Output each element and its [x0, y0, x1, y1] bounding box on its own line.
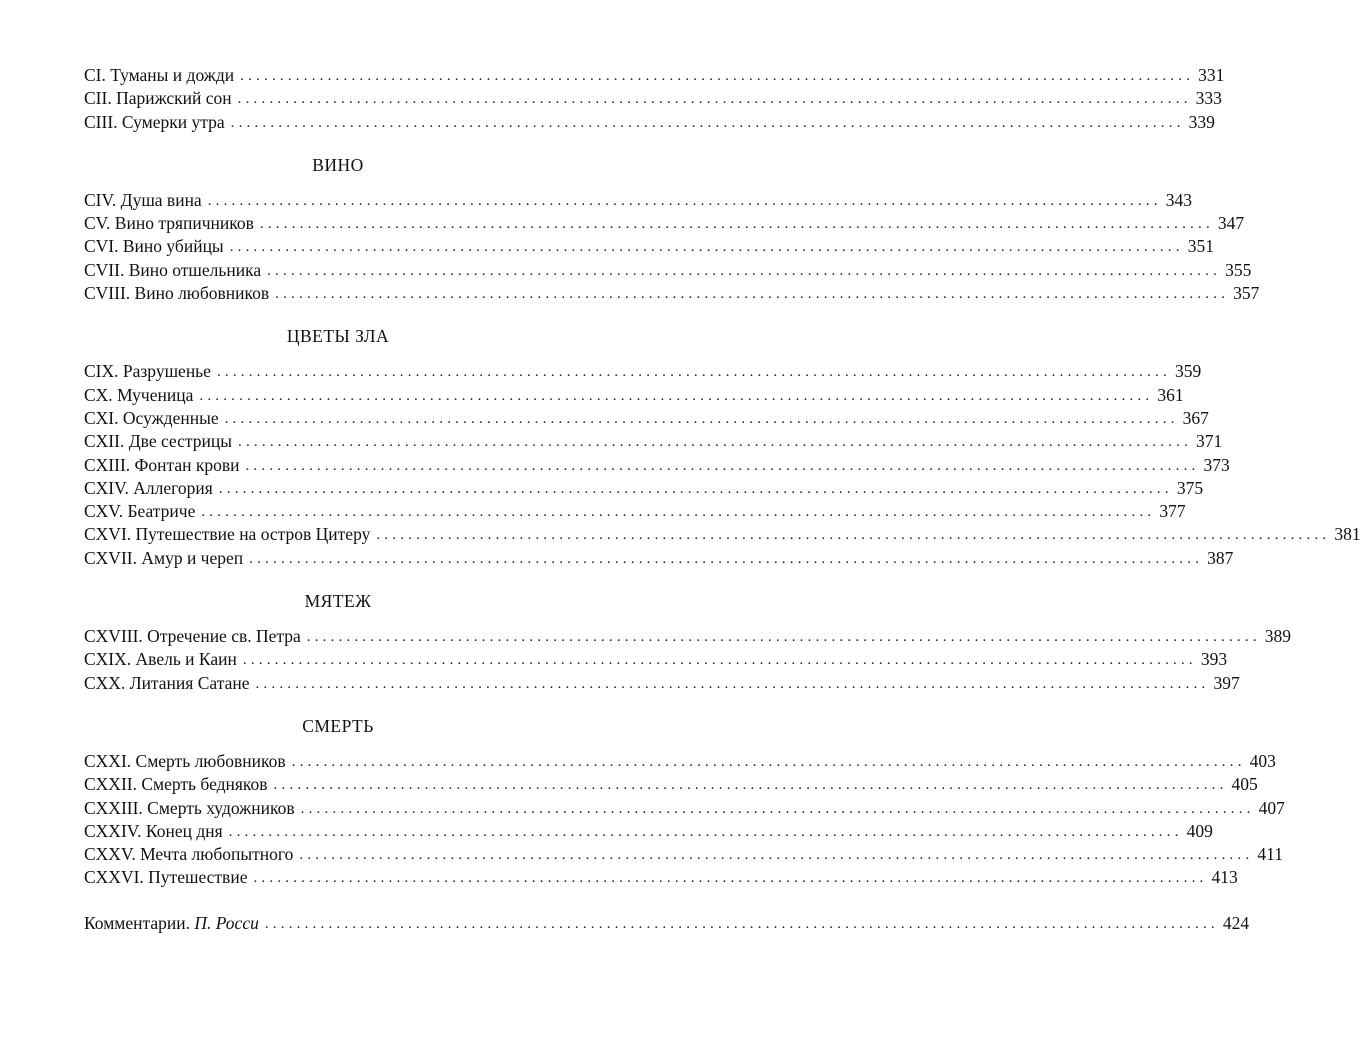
- toc-entry-title: CXXI. Смерть любовников: [84, 750, 286, 771]
- dot-leader: ........................................................................................................................: [199, 387, 1154, 404]
- toc-entry-title: CXVI. Путешествие на остров Цитеру: [84, 524, 371, 545]
- toc-entry-page: 361: [1157, 384, 1184, 405]
- dot-leader: ........................................................................................................................: [291, 753, 1246, 770]
- toc-entry-page: 409: [1186, 820, 1213, 841]
- dot-leader: ........................................................................................................................: [218, 480, 1173, 497]
- toc-entry[interactable]: [84, 750, 1276, 773]
- toc-entry-title: CVII. Вино отшельника: [84, 259, 262, 280]
- table-of-contents: [84, 64, 1361, 935]
- toc-entry[interactable]: [84, 843, 1283, 866]
- dot-leader: ........................................................................................................................: [238, 434, 1193, 451]
- toc-entry-page: 413: [1211, 867, 1238, 888]
- toc-entry-title: CI. Туманы и дожди: [84, 65, 235, 85]
- toc-entry-page: 381: [1334, 524, 1361, 545]
- toc-entry-title: CXII. Две сестрицы: [84, 431, 233, 452]
- toc-entry-page: 339: [1188, 111, 1215, 132]
- toc-entry-page: 389: [1264, 626, 1292, 647]
- commentary-label: Комментарии.: [84, 912, 190, 933]
- toc-entry-title: CX. Мученица: [84, 384, 194, 405]
- dot-leader: ........................................................................................................................: [237, 91, 1192, 108]
- dot-leader: ........................................................................................................................: [207, 192, 1162, 209]
- toc-entry-title: CV. Вино тряпичников: [84, 213, 254, 234]
- toc-group: [84, 625, 1292, 695]
- toc-group: [84, 360, 1361, 570]
- commentary-author: П. Росси: [194, 912, 259, 933]
- dot-leader: ........................................................................................................................: [300, 800, 1255, 817]
- toc-entry-page: 375: [1176, 477, 1204, 498]
- toc-entry[interactable]: [84, 672, 1240, 695]
- toc-entry[interactable]: [84, 282, 1260, 305]
- toc-entry[interactable]: [84, 430, 1223, 453]
- toc-entry-title: CXV. Беатриче: [84, 501, 196, 522]
- toc-entry[interactable]: [84, 212, 1245, 235]
- toc-entry[interactable]: [84, 500, 1186, 523]
- toc-entry-page: 407: [1258, 797, 1285, 818]
- toc-entry[interactable]: [84, 64, 1225, 87]
- toc-entry[interactable]: [84, 235, 1214, 258]
- toc-entry-page: 377: [1159, 501, 1186, 522]
- toc-entry-page: 355: [1225, 259, 1252, 280]
- toc-entry-page: 359: [1174, 361, 1202, 382]
- toc-entry[interactable]: [84, 547, 1234, 570]
- dot-leader: ........................................................................................................................: [228, 823, 1183, 840]
- toc-entry-page: 411: [1257, 844, 1283, 865]
- toc-entry-title: CXXV. Мечта любопытного: [84, 844, 294, 865]
- toc-entry-title: CXXVI. Путешествие: [84, 867, 248, 888]
- toc-entry-page: 331: [1198, 65, 1225, 85]
- toc-entry-page: 357: [1233, 283, 1260, 304]
- toc-entry-page: 373: [1203, 454, 1230, 475]
- toc-entry[interactable]: [84, 407, 1209, 430]
- dot-leader: ........................................................................................................................: [376, 527, 1331, 544]
- toc-entry[interactable]: [84, 259, 1252, 282]
- toc-entry[interactable]: [84, 648, 1228, 671]
- dot-leader: ........................................................................................................................: [216, 364, 1171, 381]
- toc-entry-page: 351: [1187, 236, 1214, 257]
- toc-entry[interactable]: [84, 360, 1202, 383]
- section-heading: МЯТЕЖ: [304, 591, 372, 612]
- toc-entry-page: 403: [1249, 750, 1276, 771]
- toc-entry[interactable]: [84, 189, 1192, 212]
- dot-leader: ........................................................................................................................: [253, 870, 1208, 887]
- toc-entry-page: 387: [1207, 547, 1234, 568]
- commentary-title: [84, 912, 265, 935]
- toc-entry-title: CXIII. Фонтан крови: [84, 454, 240, 475]
- toc-entry-title: CXXIV. Конец дня: [84, 820, 223, 841]
- dot-leader: ........................................................................................................................: [230, 114, 1185, 131]
- section-heading: СМЕРТЬ: [302, 715, 374, 736]
- toc-entry-title: CXVIII. Отречение св. Петра: [84, 626, 301, 647]
- toc-entry[interactable]: [84, 820, 1213, 843]
- toc-entry-title: CIX. Разрушенье: [84, 361, 211, 382]
- dot-leader: ........................................................................................................................: [229, 239, 1184, 256]
- dot-leader: ........................................................................................................................: [249, 550, 1204, 567]
- toc-entry-page: 397: [1213, 672, 1240, 693]
- toc-entry[interactable]: [84, 454, 1230, 477]
- toc-entry-commentary[interactable]: [84, 912, 1250, 935]
- toc-entry-title: CII. Парижский сон: [84, 88, 232, 109]
- toc-entry[interactable]: [84, 87, 1222, 110]
- toc-entry[interactable]: [84, 523, 1361, 546]
- toc-entry-title: CIV. Душа вина: [84, 189, 202, 210]
- toc-group: [84, 64, 1225, 134]
- dot-leader: ........................................................................................................................: [264, 915, 1219, 932]
- toc-entry-page: 424: [1222, 912, 1250, 933]
- toc-entry-page: 367: [1182, 407, 1209, 428]
- toc-entry-title: CXXII. Смерть бедняков: [84, 774, 268, 795]
- toc-entry-title: CVI. Вино убийцы: [84, 236, 224, 257]
- toc-entry-title: CXIX. Авель и Каин: [84, 649, 237, 670]
- toc-entry[interactable]: [84, 477, 1204, 500]
- dot-leader: ........................................................................................................................: [267, 262, 1222, 279]
- toc-entry-title: CXX. Литания Сатане: [84, 672, 250, 693]
- dot-leader: ........................................................................................................................: [242, 652, 1197, 669]
- toc-entry-title: CXXIII. Смерть художников: [84, 797, 295, 818]
- toc-entry-title: CXIV. Аллегория: [84, 477, 213, 498]
- toc-entry[interactable]: [84, 384, 1184, 407]
- dot-leader: ........................................................................................................................: [275, 286, 1230, 303]
- dot-leader: ........................................................................................................................: [255, 675, 1210, 692]
- dot-leader: ........................................................................................................................: [299, 847, 1254, 864]
- dot-leader: ........................................................................................................................: [306, 629, 1261, 646]
- toc-group: [84, 189, 1260, 305]
- dot-leader: ........................................................................................................................: [273, 777, 1228, 794]
- toc-entry-page: 393: [1200, 649, 1228, 670]
- dot-leader: ........................................................................................................................: [201, 504, 1156, 521]
- toc-entry-page: 371: [1196, 431, 1223, 452]
- dot-leader: ........................................................................................................................: [245, 457, 1200, 474]
- toc-entry-page: 343: [1165, 189, 1192, 210]
- toc-entry-title: CXI. Осужденные: [84, 407, 219, 428]
- toc-entry-title: CXVII. Амур и череп: [84, 547, 244, 568]
- toc-entry-page: 347: [1217, 213, 1245, 234]
- toc-entry[interactable]: [84, 773, 1258, 796]
- dot-leader: ........................................................................................................................: [224, 410, 1179, 427]
- toc-entry-title: CIII. Сумерки утра: [84, 111, 225, 132]
- toc-entry[interactable]: [84, 797, 1285, 820]
- toc-entry[interactable]: [84, 111, 1215, 134]
- section-heading: ВИНО: [312, 154, 364, 175]
- toc-entry-title: CVIII. Вино любовников: [84, 283, 270, 304]
- toc-entry-page: 405: [1231, 774, 1258, 795]
- dot-leader: ........................................................................................................................: [259, 216, 1214, 233]
- toc-group: [84, 750, 1285, 890]
- section-heading: ЦВЕТЫ ЗЛА: [286, 326, 390, 347]
- toc-entry[interactable]: [84, 866, 1238, 889]
- toc-entry[interactable]: [84, 625, 1292, 648]
- toc-entry-page: 333: [1195, 88, 1222, 109]
- dot-leader: ........................................................................................................................: [240, 68, 1195, 84]
